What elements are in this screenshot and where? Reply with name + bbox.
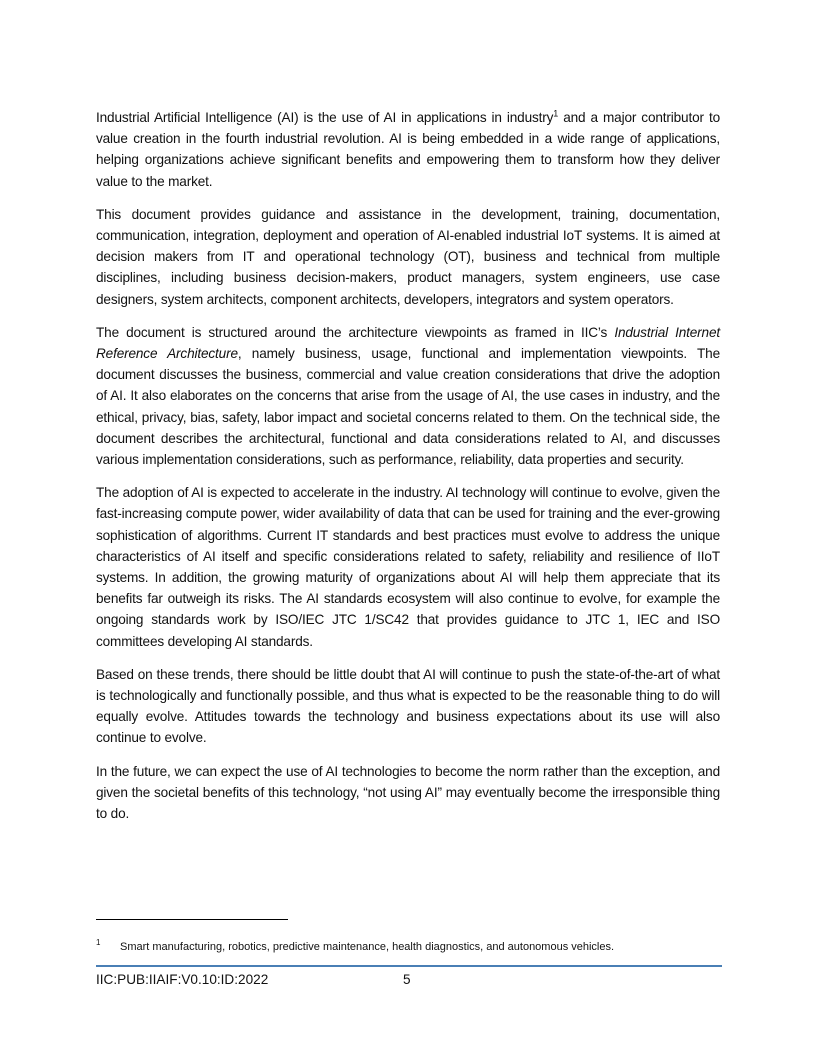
paragraph-purpose: This document provides guidance and assistance in the development, training, documentation, communication, integration, deployment and operation of AI-enabled industrial IoT systems. It is aimed at decision makers from IT and operational technology (OT), business and technical from multiple disciplines, including business decision-makers, product managers, system engineers, use case designers, system architects, component architects, developers, integrators and system operators.: [96, 206, 720, 307]
footnote: 1 Smart manufacturing, robotics, predictive maintenance, health diagnostics, and autonomous vehicles.: [96, 938, 615, 953]
footnote-reference[interactable]: 1: [553, 108, 559, 119]
page-number: 5: [403, 972, 411, 987]
paragraph-adoption: The adoption of AI is expected to accelerate in the industry. AI technology will continue to evolve, given the fast-increasing compute power, wider availability of data that can be used for training and the ever-growing sophistication of algorithms. Current IT standards and best practices must evolve to address the unique characteristics of AI itself and specific considerations related to safety, reliability and resilience of IIoT systems. In addition, the growing maturity of organizations about AI will help them appreciate that its benefits far outweigh its risks. The AI standards ecosystem will also continue to evolve, for example the ongoing standards work by ISO/IEC JTC 1/SC42 that provides guidance to JTC 1, IEC and ISO committees developing AI standards.: [96, 485, 720, 649]
reference-architecture-title: Industrial Internet Reference Architecture: [96, 324, 720, 362]
footnote-separator: [96, 919, 288, 920]
paragraph-future: In the future, we can expect the use of AI technologies to become the norm rather than the exception, and given the societal benefits of this technology, “not using AI” may eventually become the irresponsible thing to do.: [96, 763, 720, 822]
paragraph-1-text-a: Industrial Artificial Intelligence (AI) is the use of AI in applications in industry: [96, 110, 554, 125]
paragraph-introduction: [96, 107, 720, 192]
paragraph-structure: [96, 322, 720, 470]
paragraph-3-text-a: The document is structured around the architecture viewpoints as framed in IIC’s: [96, 324, 615, 340]
paragraph-3-text-b: , namely business, usage, functional and implementation viewpoints. The document discusses the business, commercial and value creation considerations that drive the adoption of AI. It also elaborates on the concerns that arise from the usage of AI, the use cases in industry, and the ethical, privacy, bias, safety, labor impact and societal concerns related to them. On the technical side, the document describes the architectural, functional and data considerations related to AI, and discusses various implementation considerations, such as performance, reliability, data properties and security.: [96, 346, 720, 468]
footnote-text: Smart manufacturing, robotics, predictive maintenance, health diagnostics, and autonomous vehicles.: [120, 941, 615, 953]
paragraph-1-text-b: and a major contributor to value creation in the fourth industrial revolution. AI is being embedded in a wide range of applications, helping organizations achieve significant benefits and empowering them to transform how they deliver value to the market.: [96, 110, 720, 189]
body-text: [96, 107, 720, 836]
document-id: IIC:PUB:IIAIF:V0.10:ID:2022: [96, 972, 269, 987]
footer-divider: [96, 965, 722, 967]
paragraph-trends: Based on these trends, there should be little doubt that AI will continue to push the state-of-the-art of what is technologically and functionally possible, and thus what is expected to be the reasonable thing to do will equally evolve. Attitudes towards the technology and business expectations about its use will also continue to evolve.: [96, 666, 720, 746]
